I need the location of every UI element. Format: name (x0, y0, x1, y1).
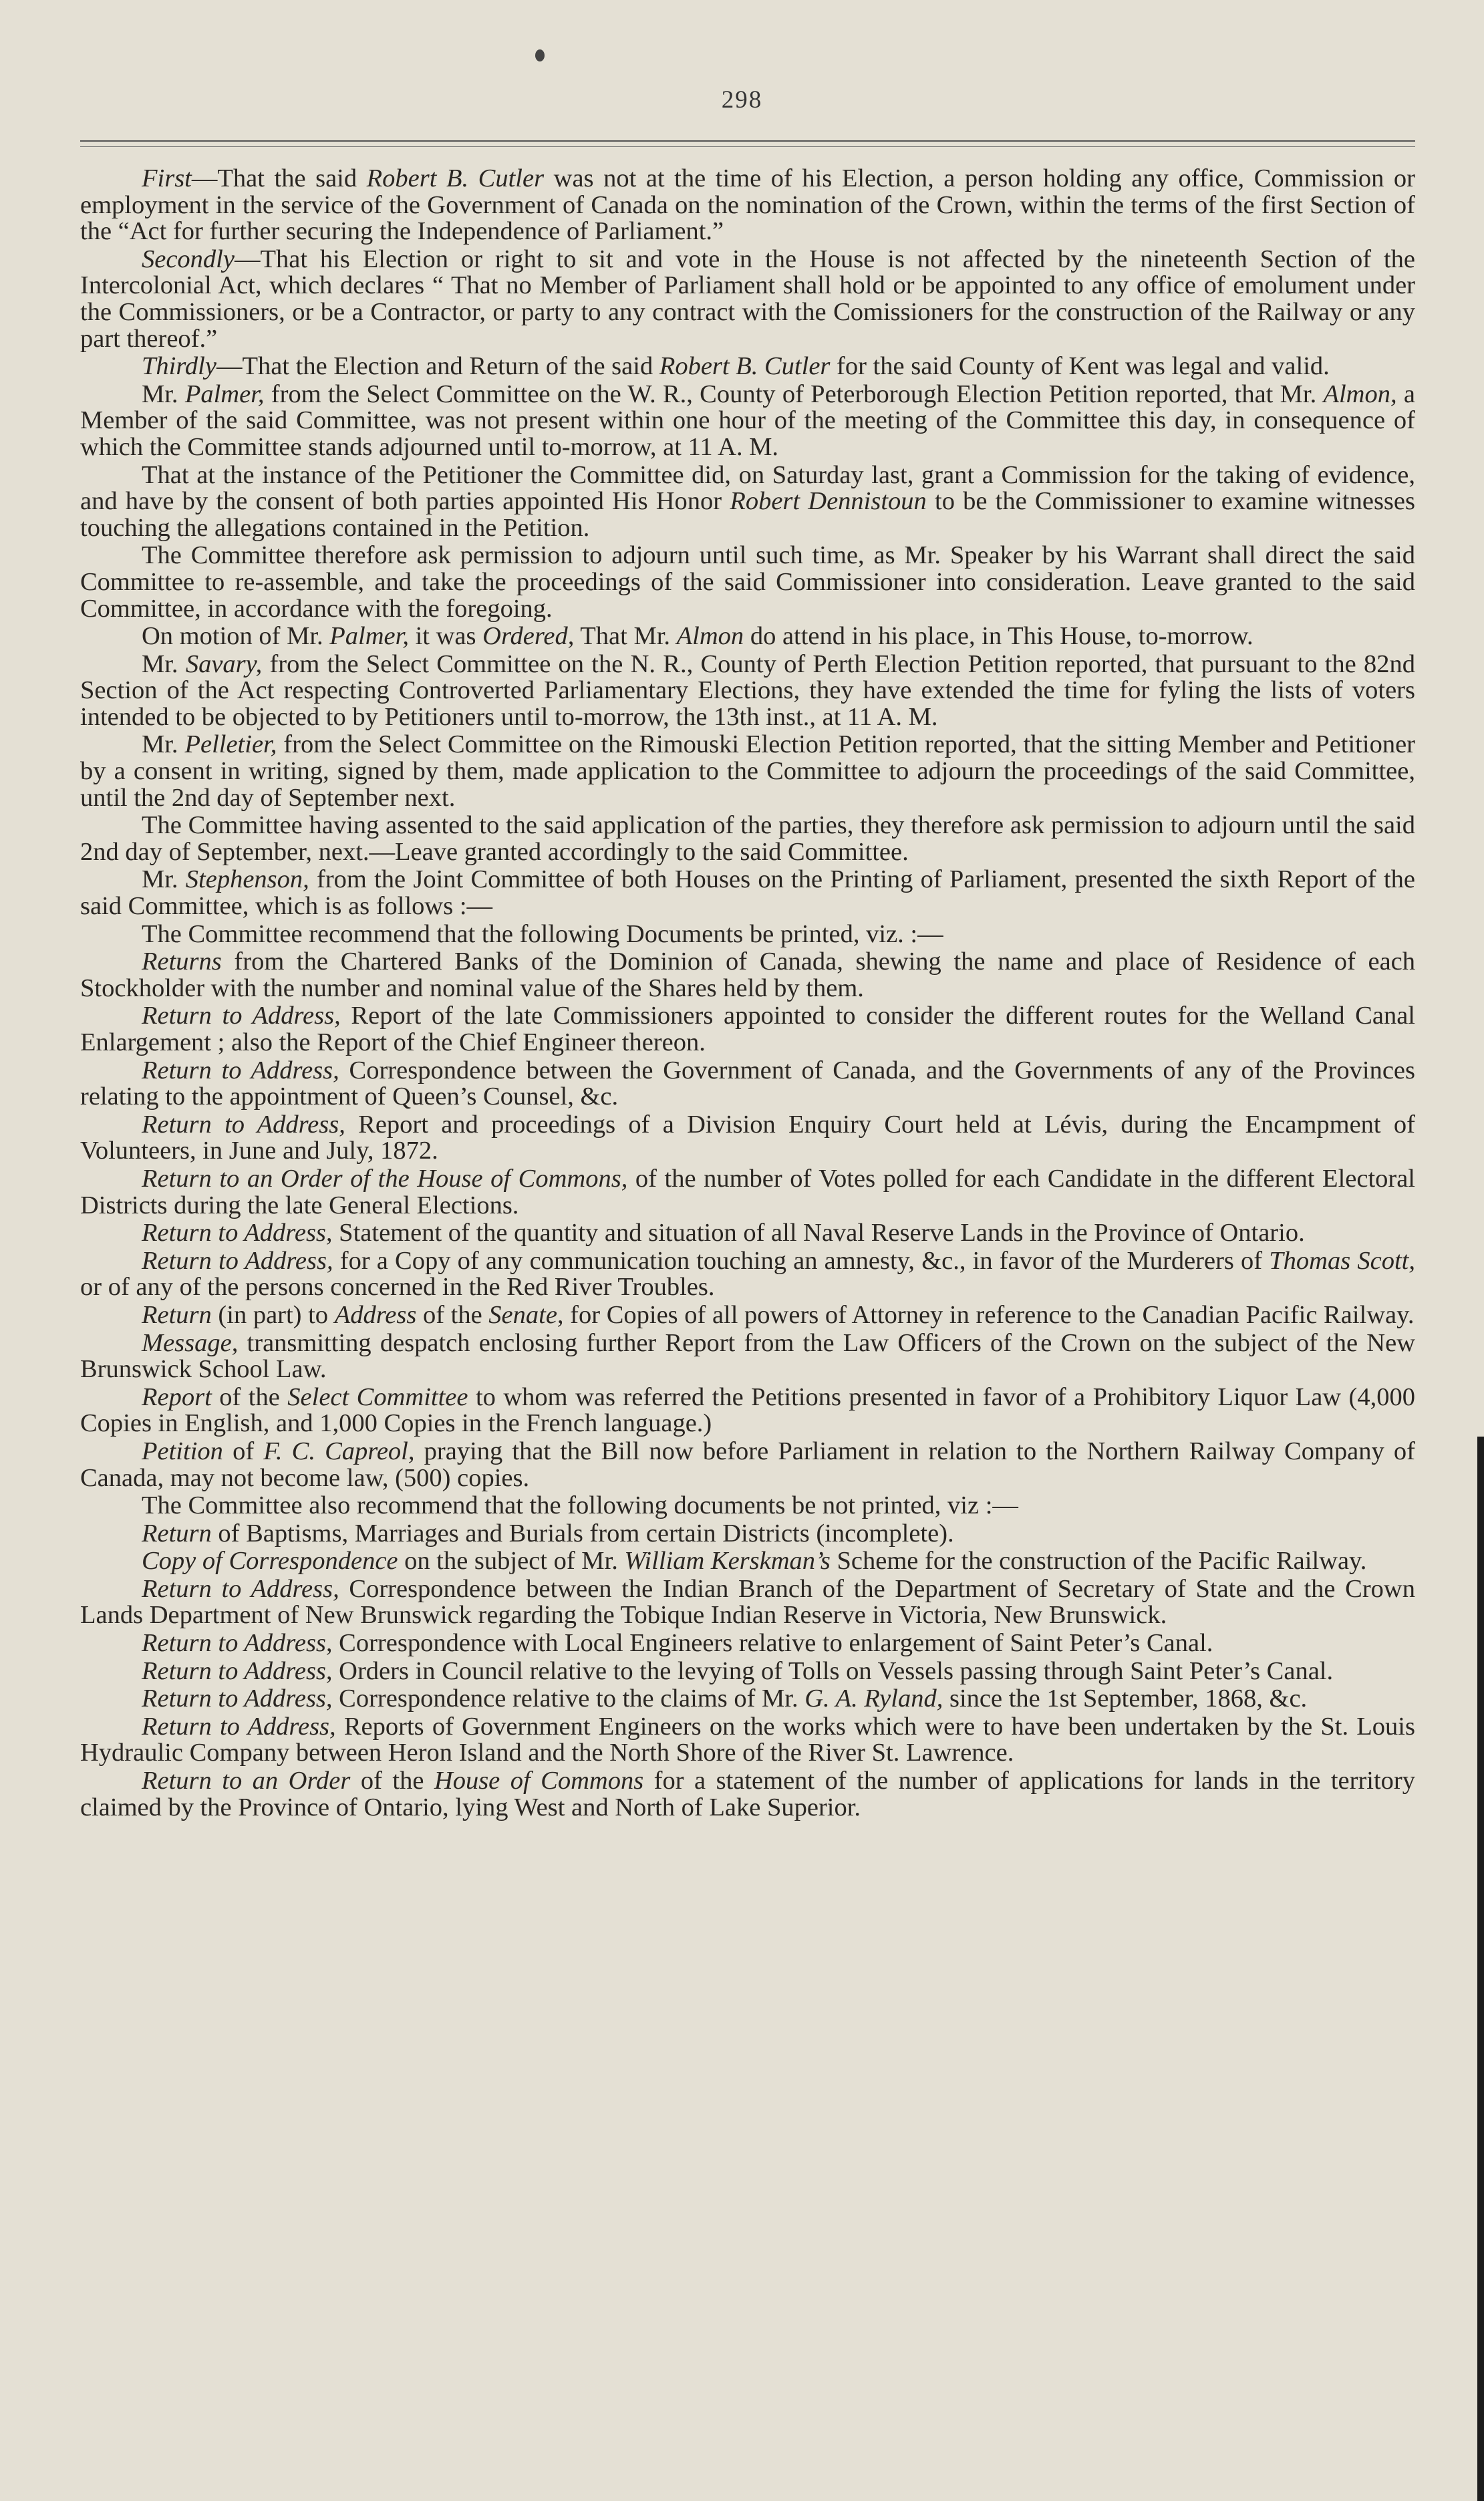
paragraph (80, 1166, 1415, 1219)
italic-run: Select Committee (287, 1382, 468, 1411)
text-run: Orders in Council relative to the levying of Tolls on Vessels passing through Saint Peter’s Canal. (332, 1656, 1334, 1685)
italic-run: Robert B. Cutler (659, 352, 831, 381)
text-run: it was (408, 622, 483, 651)
text-run: praying that the Bill now before Parliament in relation to the Northern Railway Company of Canada, may not become law, (500) copies. (80, 1437, 1415, 1492)
italic-run: Thirdly (142, 352, 216, 381)
text-run: of the (416, 1300, 489, 1329)
text-run: Mr. (142, 730, 185, 759)
italic-run: Palmer, (184, 380, 265, 408)
italic-run: Robert B. Cutler (366, 164, 545, 192)
italic-run: Thomas Scott, (1269, 1246, 1415, 1275)
text-run: of the number of Votes polled for each Candidate in the different Electoral Districts during the late General Elections. (80, 1164, 1416, 1219)
text-run: Correspondence relative to the claims of Mr. (332, 1684, 805, 1713)
italic-run: G. A. Ryland, (804, 1684, 943, 1713)
paragraph (80, 543, 1415, 622)
paragraph (80, 949, 1415, 1002)
paragraph (80, 1112, 1415, 1165)
italic-run: Secondly (142, 245, 235, 273)
text-run: —That his Election or right to sit and vote in the House is not affected by the nineteenth Section of the Intercolonial Act, which declares “ That no Member of Parliament shall hold or be appointed to any office of emolument under the Commissioners, or be a Contractor, or party to any contract with the Comissioners for the construction of the Railway or any part thereof.” (80, 245, 1415, 353)
italic-run: Return to Address, (142, 1574, 339, 1603)
italic-run: Returns (142, 947, 222, 976)
paragraph (80, 1302, 1415, 1329)
italic-run: Return to Address, (142, 1656, 333, 1685)
text-run: from the Chartered Banks of the Dominion of Canada, shewing the name and place of Residence of each Stockholder with the number and nominal value of the Shares held by them. (80, 947, 1415, 1002)
italic-run: Stephenson, (185, 865, 309, 894)
text-run: for Copies of all powers of Attorney in reference to the Canadian Pacific Railway. (563, 1300, 1415, 1329)
text-run: from the Select Committee on the W. R., County of Peterborough Election Petition reported, that Mr. (264, 380, 1324, 408)
paragraph (80, 462, 1415, 542)
paragraph (80, 1330, 1415, 1383)
paragraph (80, 1658, 1415, 1685)
text-run: of Baptisms, Marriages and Burials from certain Districts (incomplete). (211, 1519, 954, 1548)
paragraph (80, 1003, 1415, 1056)
text-run: That Mr. (574, 622, 677, 651)
text-run: to be the Commissioner to examine witnesses touching the allegations contained in the Petition. (80, 487, 1415, 542)
paragraph (80, 166, 1415, 245)
italic-run: Message, (142, 1328, 239, 1357)
ink-speck (535, 49, 545, 61)
page-edge-shadow (1477, 1437, 1484, 2501)
text-run: do attend in his place, in This House, to-morrow. (744, 622, 1253, 651)
text-run: from the Select Committee on the N. R., County of Perth Election Petition reported, that pursuant to the 82nd Section of the Act respecting Controverted Parliamentary Elections, they have extended the time for fyling the lists of voters intended to be objected to by Petitioners until to-morrow, the 13th inst., at 11 A. M. (80, 649, 1415, 731)
text-run: from the Joint Committee of both Houses on the Printing of Parliament, presented the sixth Report of the said Committee, which is as follows :— (80, 865, 1415, 921)
text-run: —That the said (191, 164, 367, 192)
paragraph (80, 1686, 1415, 1713)
italic-run: William Kerskman’s (624, 1547, 831, 1576)
text-run: Reports of Government Engineers on the works which were to have been undertaken by the St. Louis Hydraulic Company between Heron Island and the North Shore of the River St. Lawrence. (80, 1712, 1415, 1767)
paragraph (80, 1714, 1415, 1767)
page-number: 298 (721, 86, 763, 114)
paragraph (80, 382, 1415, 461)
italic-run: Return to Address, (142, 1002, 341, 1030)
text-run: Mr. (142, 649, 186, 678)
text-run: The Committee also recommend that the following documents be not printed, viz :— (142, 1491, 1018, 1520)
italic-run: Almon, (1323, 380, 1397, 408)
paragraph (80, 1058, 1415, 1111)
paragraph (80, 732, 1415, 811)
paragraph (80, 353, 1415, 380)
italic-run: Robert Dennistoun (730, 487, 927, 516)
italic-run: Palmer, (329, 622, 409, 651)
italic-run: First (142, 164, 192, 192)
italic-run: Address (334, 1300, 417, 1329)
text-run: or of any of the persons concerned in the Red River Troubles. (80, 1273, 715, 1302)
italic-run: Pelletier, (184, 730, 277, 759)
italic-run: Return to Address, (142, 1110, 345, 1139)
text-run: (in part) to (211, 1300, 335, 1329)
header-rule (80, 140, 1415, 142)
text-run: for the said County of Kent was legal and valid. (830, 352, 1330, 381)
italic-run: Return (142, 1300, 212, 1329)
text-run: for a Copy of any communication touching an amnesty, &c., in favor of the Murderers of (333, 1246, 1270, 1275)
text-run: —That the Election and Return of the said (216, 352, 659, 381)
italic-run: Almon (676, 622, 744, 651)
paragraph (80, 1439, 1415, 1491)
italic-run: Return to Address, (142, 1684, 333, 1713)
text-run: Mr. (142, 865, 186, 894)
text-run: of the (350, 1767, 434, 1795)
paragraph (80, 1493, 1415, 1519)
italic-run: F. C. Capreol, (263, 1437, 415, 1465)
paragraph (80, 651, 1415, 731)
header-rule-thin (80, 146, 1415, 147)
text-run: Scheme for the construction of the Pacific Railway. (830, 1547, 1367, 1576)
italic-run: Return to Address, (142, 1246, 333, 1275)
italic-run: Petition (142, 1437, 223, 1465)
text-run: a Member of the said Committee, was not present within one hour of the meeting of the Committee this day, in consequence of which the Committee stands adjourned until to-morrow, at 11 A. M. (80, 380, 1415, 461)
text-run: The Committee recommend that the following Documents be printed, viz. :— (142, 919, 943, 948)
text-run: for a statement of the number of applications for lands in the territory claimed by the Province of Ontario, lying West and North of Lake Superior. (80, 1767, 1415, 1821)
italic-run: Return to Address, (142, 1712, 336, 1741)
text-run: to whom was referred the Petitions presented in favor of a Prohibitory Liquor Law (4,000 Copies in English, and 1,000 Copies in the French language.) (80, 1382, 1415, 1438)
italic-run: Report (142, 1382, 212, 1411)
text-run: That at the instance of the Petitioner the Committee did, on Saturday last, grant a Commission for the taking of evidence, and have by the consent of both parties appointed His Honor (80, 460, 1415, 516)
paragraph (80, 867, 1415, 919)
text-run: Statement of the quantity and situation of all Naval Reserve Lands in the Province of Ontario. (332, 1219, 1305, 1247)
italic-run: Ordered, (482, 622, 575, 651)
italic-run: Return to Address, (142, 1219, 333, 1247)
paragraph (80, 921, 1415, 948)
italic-run: Return to Address, (142, 1629, 333, 1658)
text-run: The Committee therefore ask permission to adjourn until such time, as Mr. Speaker by his Warrant shall direct the said Committee to re-assemble, and take the proceedings of the said Commissioner into consideration. Leave granted to the said Committee, in accordance with the foregoing. (80, 541, 1415, 623)
text-run: Report and proceedings of a Division Enquiry Court held at Lévis, during the Encampment of Volunteers, in June and July, 1872. (80, 1110, 1415, 1165)
text-run: since the 1st September, 1868, &c. (943, 1684, 1308, 1713)
text-run: from the Select Committee on the Rimouski Election Petition reported, that the sitting Member and Petitioner by a consent in writing, signed by them, made application to the Committee to adjourn the proceedings of the said Committee, until the 2nd day of September next. (80, 730, 1415, 812)
paragraph (80, 1576, 1415, 1629)
text-run: Correspondence between the Indian Branch of the Department of Secretary of State and the Crown Lands Department of New Brunswick regarding the Tobique Indian Reserve in Victoria, New Brunswick. (80, 1574, 1415, 1630)
paragraph (80, 1248, 1415, 1301)
paragraph (80, 1220, 1415, 1247)
text-run: Mr. (142, 380, 185, 408)
paragraph (80, 1548, 1415, 1575)
text-run: The Committee having assented to the said application of the parties, they therefore ask permission to adjourn until the said 2nd day of September, next.—Leave granted accordingly to the said Committee. (80, 811, 1415, 866)
italic-run: Savary, (185, 649, 263, 678)
italic-run: Return to an Order (142, 1767, 351, 1795)
journal-text (80, 166, 1415, 1821)
italic-run: Copy of Correspondence (142, 1547, 398, 1576)
paragraph (80, 247, 1415, 352)
paragraph (80, 1630, 1415, 1657)
text-run: On motion of Mr. (142, 622, 330, 651)
paragraph (80, 623, 1415, 650)
text-run: transmitting despatch enclosing further Report from the Law Officers of the Crown on the subject of the New Brunswick School Law. (80, 1328, 1415, 1384)
text-run: on the subject of Mr. (398, 1547, 625, 1576)
italic-run: Senate, (488, 1300, 564, 1329)
text-run: Correspondence between the Government of Canada, and the Governments of any of the Provinces relating to the appointment of Queen’s Counsel, &c. (80, 1056, 1415, 1111)
paragraph (80, 1384, 1415, 1437)
paragraph (80, 813, 1415, 865)
text-run: Report of the late Commissioners appointed to consider the different routes for the Welland Canal Enlargement ; also the Report of the Chief Engineer thereon. (80, 1002, 1415, 1056)
italic-run: Return to an Order of the House of Commons, (142, 1164, 628, 1193)
paragraph (80, 1521, 1415, 1548)
italic-run: House of Commons (434, 1767, 644, 1795)
italic-run: Return (142, 1519, 212, 1548)
paragraph (80, 1768, 1415, 1821)
text-run: was not at the time of his Election, a person holding any office, Commission or employment in the service of the Government of Canada on the nomination of the Crown, within the terms of the first Section of the “Act for further securing the Independence of Parliament.” (80, 164, 1415, 246)
text-run: Correspondence with Local Engineers relative to enlargement of Saint Peter’s Canal. (332, 1629, 1213, 1658)
italic-run: Return to Address, (142, 1056, 339, 1084)
text-run: of (222, 1437, 264, 1465)
text-run: of the (211, 1382, 288, 1411)
